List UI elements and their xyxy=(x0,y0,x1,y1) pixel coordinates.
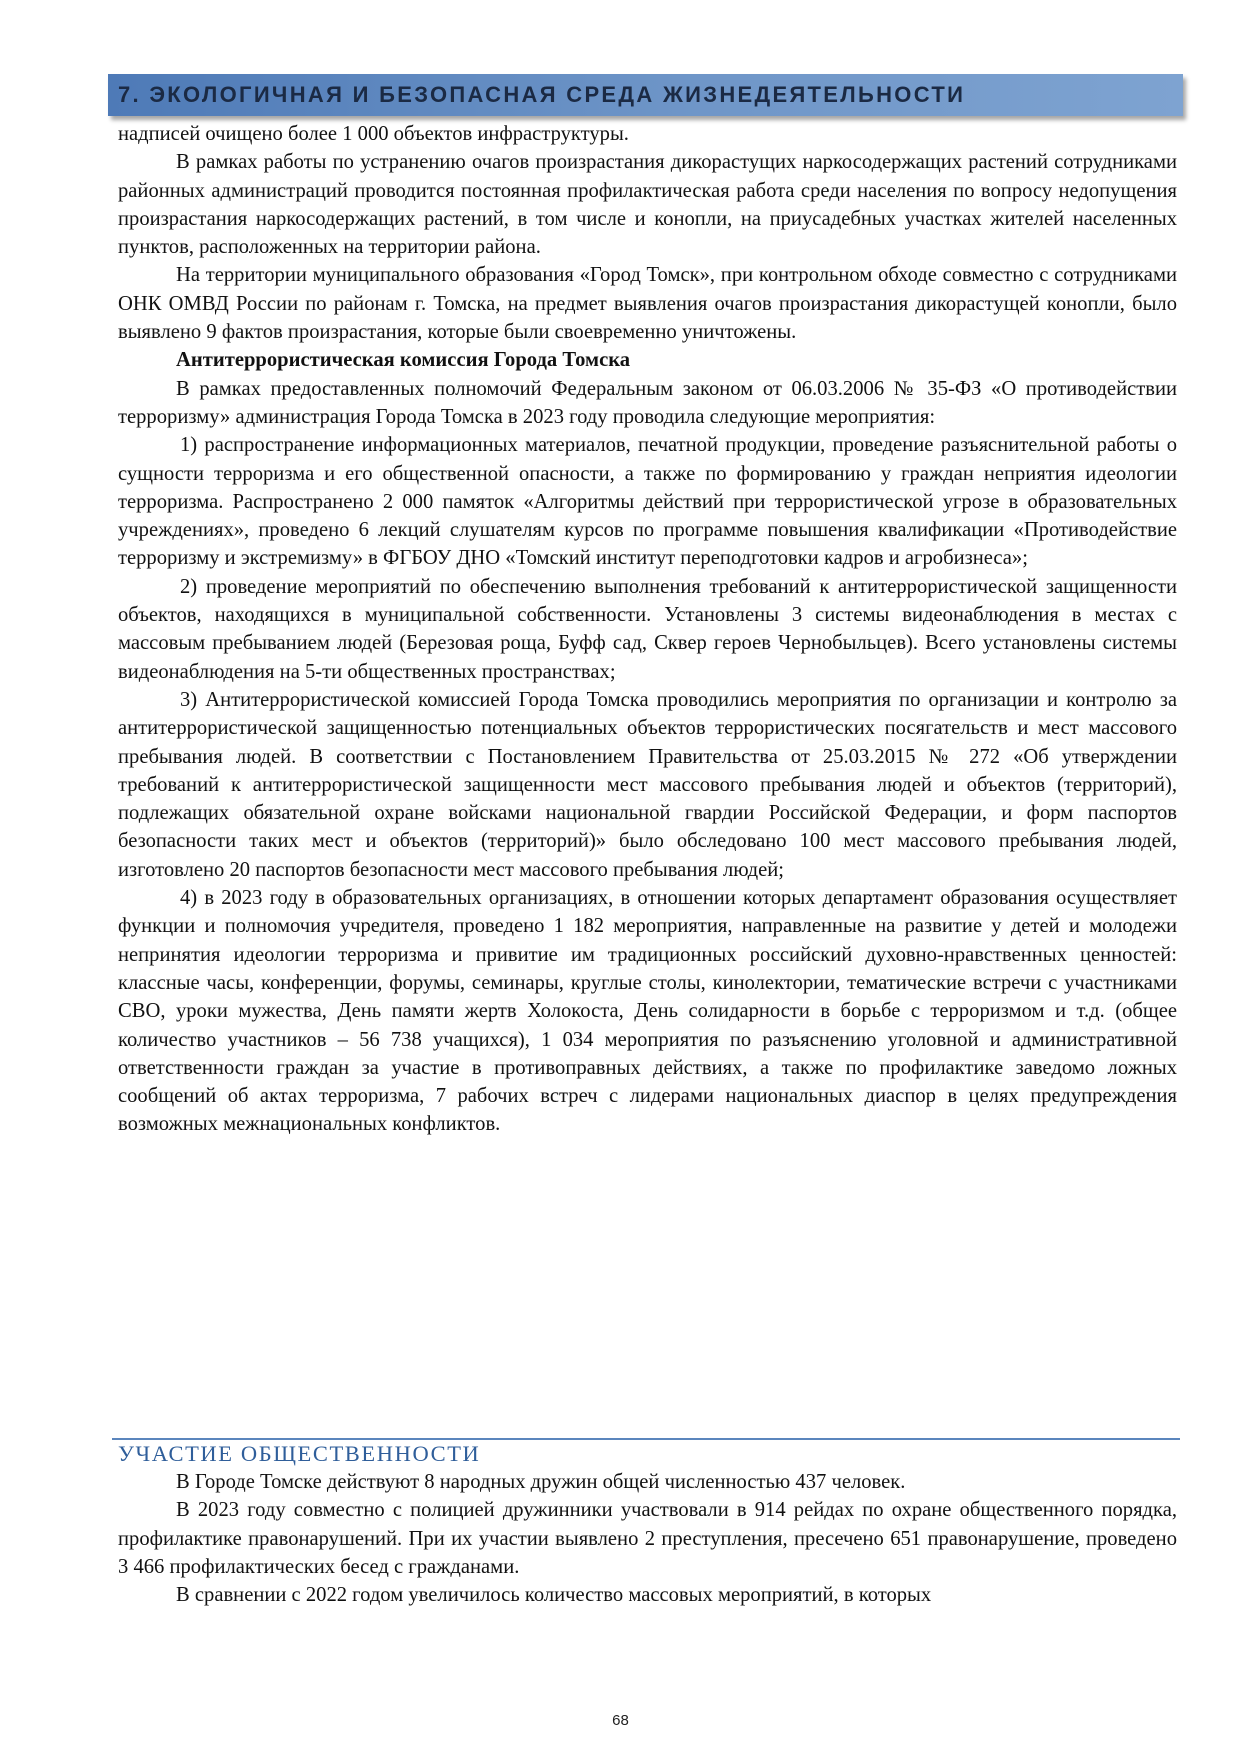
list-item-3: 3) Антитеррористической комиссией Города Томска проводились мероприятия по организации и контролю за антитеррористической защищенностью потенциальных объектов террористических посягательств и мест массового пребывания людей. В соответствии с Постановлением Правительства от 25.03.2015 № 272 «Об утверждении требований к антитеррористической защищенности мест массового пребывания людей и объектов (территорий), подлежащих обязательной охране войсками национальной гвардии Российской Федерации, и форм паспортов безопасности таких мест и объектов (территорий)» было обследовано 100 мест массового пребывания людей, изготовлено 20 паспортов безопасности мест массового пребывания людей; xyxy=(118,688,1177,881)
list-item-4: 4) в 2023 году в образовательных организациях, в отношении которых департамент образования осуществляет функции и полномочия учредителя, проведено 1 182 мероприятия, направленные на развитие у детей и молодежи непринятия идеологии терроризма и привитие им традиционных российский духовно-нравственных ценностей: классные часы, конференции, форумы, семинары, круглые столы, кинолектории, тематические встречи с участниками СВО, уроки мужества, День памяти жертв Холокоста, День солидарности в борьбе с терроризмом и т.д. (общее количество участников – 56 738 учащихся), 1 034 мероприятия по разъяснению уголовной и административной ответственности граждан за участие в противоправных действиях, а также по профилактике заведомо ложных сообщений об актах терроризма, 7 рабочих встреч с лидерами национальных диаспор в целях предупреждения возможных межнациональных конфликтов. xyxy=(118,887,1177,1136)
paragraph-squads: В Городе Томске действуют 8 народных дружин общей численностью 437 человек. xyxy=(176,1471,906,1493)
main-text xyxy=(118,120,1177,1139)
paragraph-federal-law: В рамках предоставленных полномочий Федеральным законом от 06.03.2006 № 35-ФЗ «О противодействии терроризму» администрация Города Томска в 2023 году проводила следующие мероприятия: xyxy=(118,377,1177,428)
paragraph-continuation: надписей очищено более 1 000 объектов инфраструктуры. xyxy=(118,123,629,145)
public-participation-text xyxy=(118,1468,1177,1609)
list-item-1: 1) распространение информационных материалов, печатной продукции, проведение разъяснительной работы о сущности терроризма и его общественной опасности, а также по формированию у граждан неприятия идеологии терроризма. Распространено 2 000 памяток «Алгоритмы действий при террористической угрозе в образовательных учреждениях», проведено 6 лекций слушателям курсов по программе повышения квалификации «Противодействие терроризму и экстремизму» в ФГБОУ ДНО «Томский институт переподготовки кадров и агробизнеса»; xyxy=(118,434,1177,570)
paragraph-drug-plants: В рамках работы по устранению очагов произрастания дикорастущих наркосодержащих растений сотрудниками районных администраций проводится постоянная профилактическая работа среди населения по вопросу недопущения произрастания наркосодержащих растений, в том числе и конопли, на приусадебных участках жителей населенных пунктов, расположенных на территории района. xyxy=(118,151,1177,259)
commission-heading: Антитеррористическая комиссия Города Томска xyxy=(176,349,631,372)
section-header-title: 7. ЭКОЛОГИЧНАЯ И БЕЗОПАСНАЯ СРЕДА ЖИЗНЕДЕЯТЕЛЬНОСТИ xyxy=(118,82,966,107)
list-item-2: 2) проведение мероприятий по обеспечению выполнения требований к антитеррористической защищенности объектов, находящихся в муниципальной собственности. Установлены 3 системы видеонаблюдения в местах с массовым пребыванием людей (Березовая роща, Буфф сад, Сквер героев Чернобыльцев). Всего установлены системы видеонаблюдения на 5-ти общественных пространствах; xyxy=(118,575,1177,683)
paragraph-tomsk-inspection: На территории муниципального образования «Город Томск», при контрольном обходе совместно с сотрудниками ОНК ОМВД России по районам г. Томска, на предмет выявления очагов произрастания дикорастущей конопли, было выявлено 9 фактов произрастания, которые были своевременно уничтожены. xyxy=(118,264,1177,344)
paragraph-comparison: В сравнении с 2022 годом увеличилось количество массовых мероприятий, в которых xyxy=(176,1584,932,1607)
public-participation-title: УЧАСТИЕ ОБЩЕСТВЕННОСТИ xyxy=(118,1441,481,1466)
page-number: 68 xyxy=(612,1712,629,1729)
paragraph-raids: В 2023 году совместно с полицией дружинники участвовали в 914 рейдах по охране общественного порядка, профилактике правонарушений. При их участии выявлено 2 преступления, пресечено 651 правонарушение, проведено 3 466 профилактических бесед с гражданами. xyxy=(118,1499,1177,1578)
section-divider xyxy=(112,1438,1180,1440)
